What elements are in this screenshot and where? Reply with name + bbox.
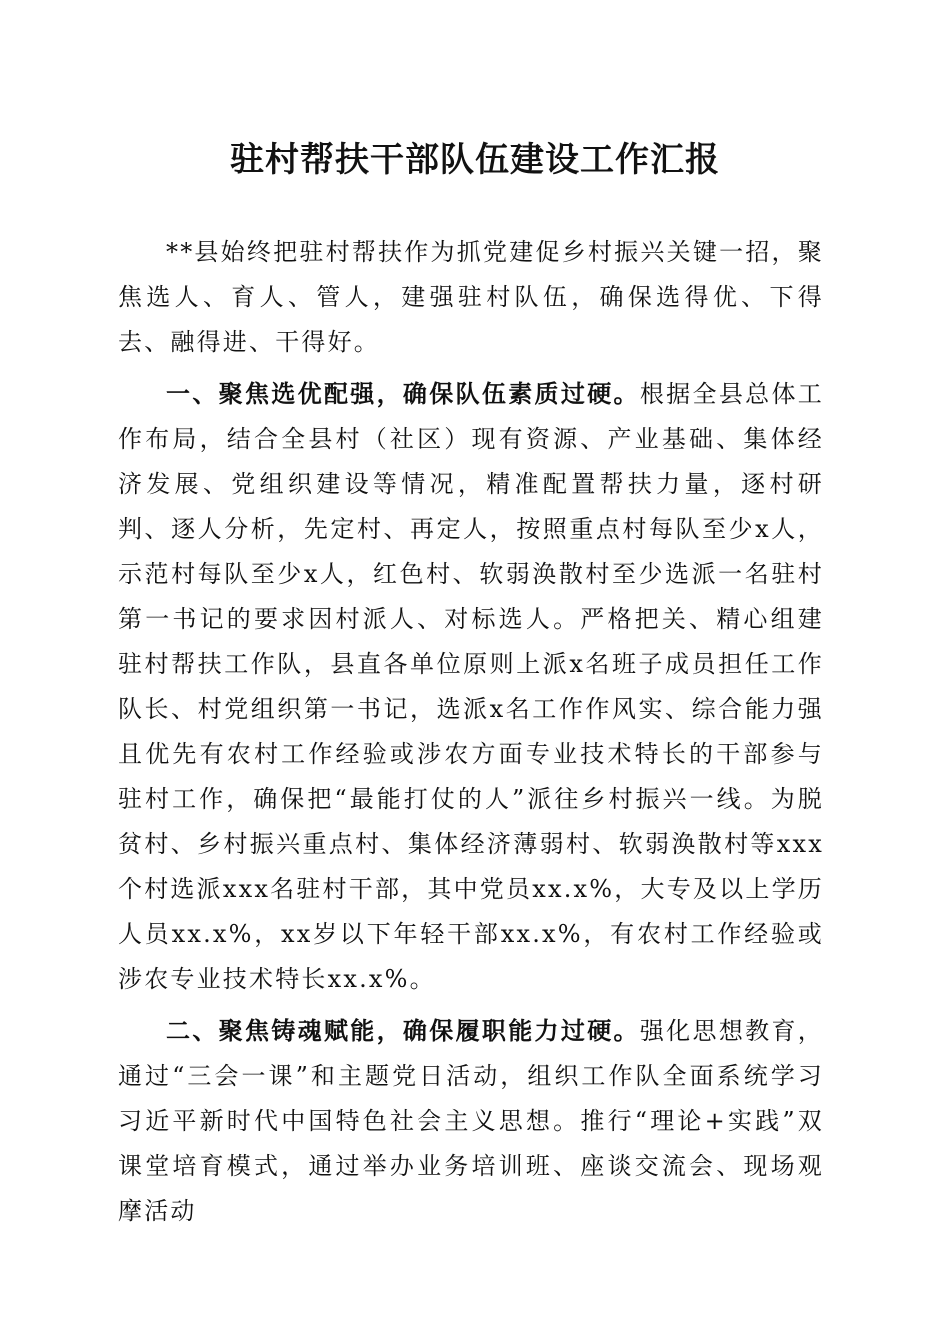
section-1-heading: 一、聚焦选优配强，确保队伍素质过硬。 — [166, 379, 640, 408]
section-2-heading: 二、聚焦铸魂赋能，确保履职能力过硬。 — [166, 1016, 640, 1045]
section-1-text: 根据全县总体工作布局，结合全县村（社区）现有资源、产业基础、集体经济发展、党组织建设等情况，精准配置帮扶力量，逐村研判、逐人分析，先定村、再定人，按照重点村每队至少x人，示范村每队至少x人，红色村、软弱涣散村至少选派一名驻村第一书记的要求因村派人、对标选人。严格把关、精心组建驻村帮扶工作队，县直各单位原则上派x名班子成员担任工作队长、村党组织第一书记，选派x名工作作风实、综合能力强且优先有农村工作经验或涉农方面专业技术特长的干部参与驻村工作，确保把“最能打仗的人”派往乡村振兴一线。为脱贫村、乡村振兴重点村、集体经济薄弱村、软弱涣散村等xxx个村选派xxx名驻村干部，其中党员xx.x%，大专及以上学历人员xx.x%，xx岁以下年轻干部xx.x%，有农村工作经验或涉农专业技术特长xx.x%。 — [118, 380, 824, 993]
intro-paragraph: **县始终把驻村帮扶作为抓党建促乡村振兴关键一招，聚焦选人、育人、管人，建强驻村队伍，确保选得优、下得去、融得进、干得好。 — [118, 238, 824, 356]
section-2-paragraph — [118, 1008, 824, 1234]
section-2-text: 强化思想教育，通过“三会一课”和主题党日活动，组织工作队全面系统学习习近平新时代中国特色社会主义思想。推行“理论+实践”双课堂培育模式，通过举办业务培训班、座谈交流会、现场观摩活动 — [118, 1017, 824, 1225]
document-body — [118, 230, 824, 1234]
section-1-paragraph — [118, 371, 824, 1002]
document-title: 驻村帮扶干部队伍建设工作汇报 — [230, 140, 720, 180]
